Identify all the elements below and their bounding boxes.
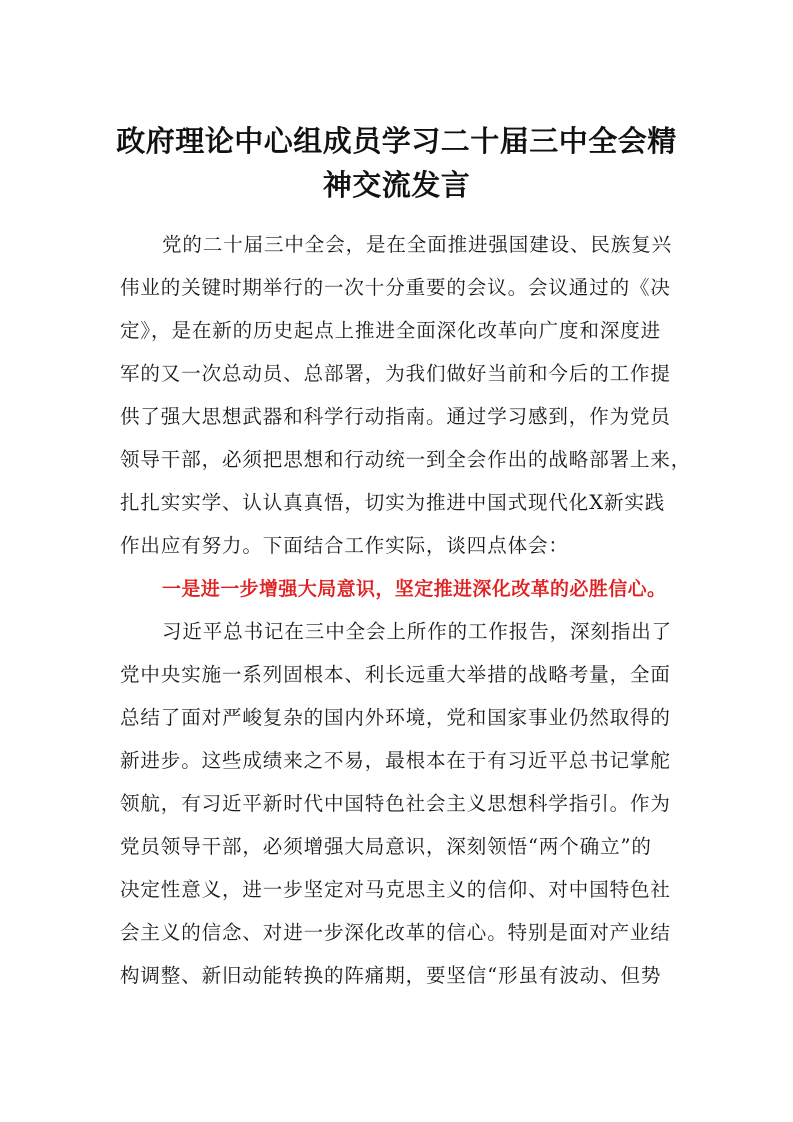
- paragraph-line: 领航，有习近平新时代中国特色社会主义思想科学指引。作为: [120, 792, 671, 815]
- paragraph-line: 总结了面对严峻复杂的国内外环境，党和国家事业仍然取得的: [120, 706, 671, 729]
- paragraph-line: 决定性意义，进一步坚定对马克思主义的信仰、对中国特色社: [120, 878, 671, 901]
- paragraph-line: 伟业的关键时期举行的一次十分重要的会议。会议通过的《决: [120, 276, 671, 299]
- paragraph-line: 会主义的信念、对进一步深化改革的信心。特别是面对产业结: [120, 921, 671, 944]
- paragraph-line: 军的又一次总动员、总部署，为我们做好当前和今后的工作提: [120, 362, 671, 385]
- paragraph-line: 供了强大思想武器和科学行动指南。通过学习感到，作为党员: [120, 405, 671, 428]
- paragraph-line: 领导干部，必须把思想和行动统一到全会作出的战略部署上来，: [120, 448, 692, 471]
- paragraph-line: 党的二十届三中全会，是在全面推进强国建设、民族复兴: [162, 233, 673, 256]
- paragraph-line: 新进步。这些成绩来之不易，最根本在于有习近平总书记掌舵: [120, 749, 671, 772]
- paragraph-line: 党中央实施一系列固根本、利长远重大举措的战略考量，全面: [120, 663, 671, 686]
- paragraph-line: 定》，是在新的历史起点上推进全面深化改革向广度和深度进: [120, 319, 662, 342]
- paragraph-line: 构调整、新旧动能转换的阵痛期，要坚信“形虽有波动、但势: [120, 964, 662, 987]
- document-title-line-1: 政府理论中心组成员学习二十届三中全会精: [116, 124, 677, 158]
- paragraph-line: 扎扎实实学、认认真真悟，切实为推进中国式现代化X新实践: [120, 491, 666, 514]
- section-heading: 一是进一步增强大局意识，坚定推进深化改革的必胜信心。: [162, 578, 667, 600]
- paragraph-line: 作出应有努力。下面结合工作实际，谈四点体会：: [120, 534, 569, 557]
- paragraph-line: 党员领导干部，必须增强大局意识，深刻领悟“两个确立”的: [120, 835, 652, 858]
- document-title-line-2: 神交流发言: [322, 168, 471, 202]
- paragraph-line: 习近平总书记在三中全会上所作的工作报告，深刻指出了: [162, 620, 673, 643]
